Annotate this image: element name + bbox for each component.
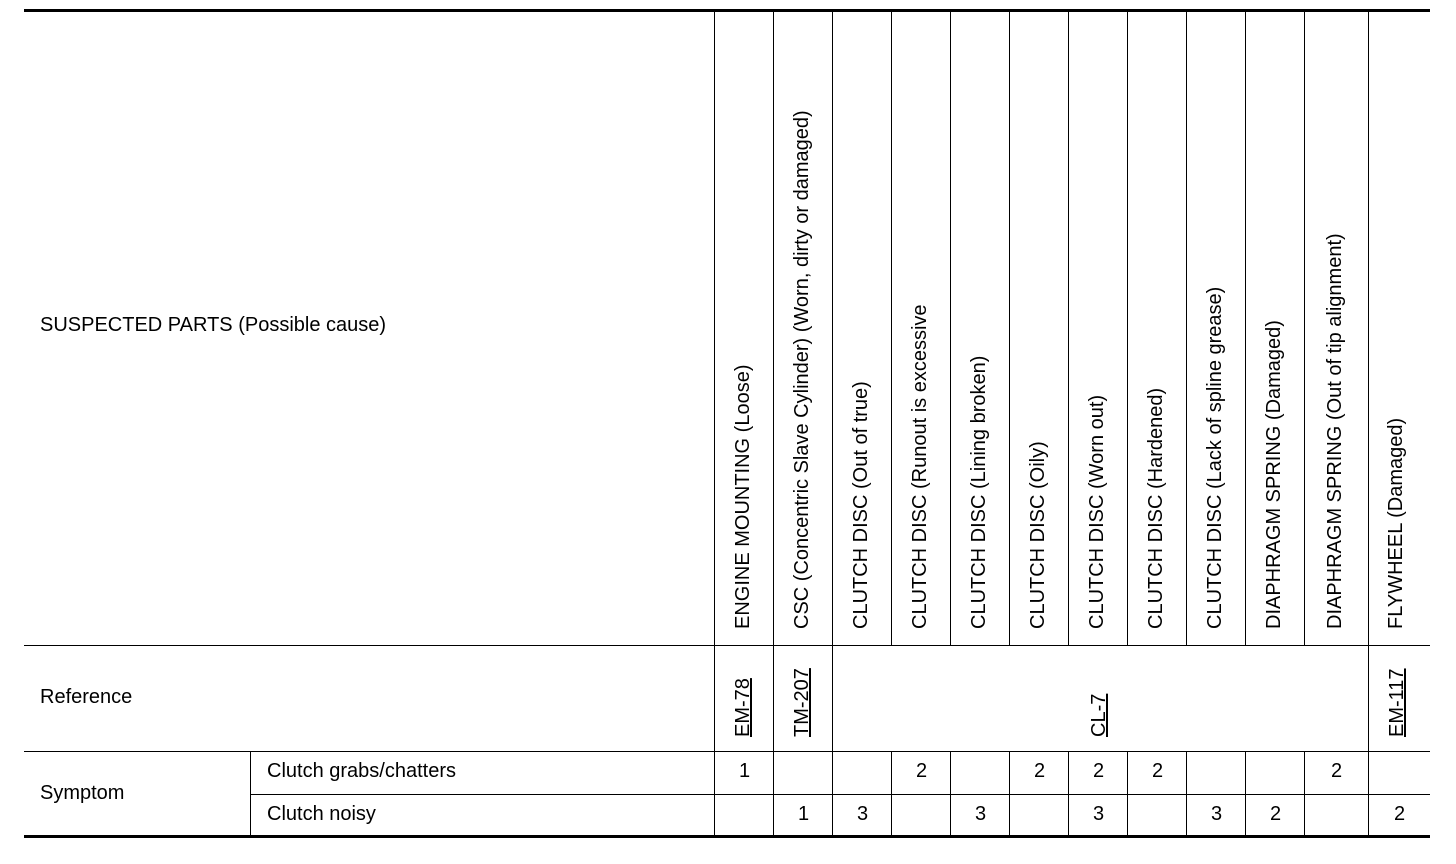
reference-link-em-117[interactable]: EM-117: [1386, 668, 1408, 737]
col-line-3: [891, 9, 892, 645]
col-line-0: [714, 9, 715, 837]
col-line-11: [1368, 9, 1369, 837]
header-bottom-rule: [24, 645, 1430, 646]
part-header: CLUTCH DISC (Lining broken): [968, 355, 990, 629]
symptom-name: Clutch noisy: [267, 803, 376, 825]
col-line-8: [1186, 9, 1187, 645]
suspected-parts-label: SUSPECTED PARTS (Possible cause): [40, 314, 387, 336]
col-line-5: [1009, 9, 1010, 645]
col-line-2: [832, 9, 833, 837]
part-header: DIAPHRAGM SPRING (Damaged): [1263, 320, 1285, 629]
priority-cell: 1: [797, 803, 810, 825]
priority-cell: 2: [1269, 803, 1282, 825]
top-rule: [24, 9, 1430, 12]
col-line-7: [1127, 9, 1128, 645]
priority-cell: 3: [974, 803, 987, 825]
col-line-4: [950, 9, 951, 645]
bottom-rule: [24, 835, 1430, 838]
priority-cell: 2: [915, 760, 928, 782]
part-header: CSC (Concentric Slave Cylinder) (Worn, dirty or damaged): [791, 110, 813, 629]
priority-cell: 3: [856, 803, 869, 825]
priority-cell: 2: [1393, 803, 1406, 825]
part-header: DIAPHRAGM SPRING (Out of tip alignment): [1324, 233, 1346, 629]
symptom-name: Clutch grabs/chatters: [267, 760, 456, 782]
priority-cell: 2: [1033, 760, 1046, 782]
col-line-10: [1304, 9, 1305, 645]
reference-bottom-rule: [24, 751, 1430, 752]
priority-cell: 1: [738, 760, 751, 782]
symptom-divider: [250, 751, 251, 837]
part-header: CLUTCH DISC (Runout is excessive: [909, 304, 931, 629]
reference-link-em-78[interactable]: EM-78: [732, 678, 754, 737]
priority-cell: 2: [1330, 760, 1343, 782]
col-line-9: [1245, 9, 1246, 645]
part-header: CLUTCH DISC (Out of true): [850, 381, 872, 629]
priority-cell: 3: [1092, 803, 1105, 825]
part-header: CLUTCH DISC (Worn out): [1086, 394, 1108, 629]
priority-cell: 3: [1210, 803, 1223, 825]
reference-link-cl-7[interactable]: CL-7: [1088, 693, 1110, 737]
reference-label: Reference: [40, 686, 133, 708]
col-line-1: [773, 9, 774, 837]
part-header: CLUTCH DISC (Oily): [1027, 441, 1049, 629]
symptom-label: Symptom: [40, 782, 125, 804]
col-line-6: [1068, 9, 1069, 645]
symptom-row-divider: [250, 794, 1430, 795]
priority-cell: 2: [1151, 760, 1164, 782]
reference-link-tm-207[interactable]: TM-207: [791, 668, 813, 737]
part-header: CLUTCH DISC (Lack of spline grease): [1204, 286, 1226, 629]
part-header: FLYWHEEL (Damaged): [1385, 417, 1407, 629]
priority-cell: 2: [1092, 760, 1105, 782]
part-header: ENGINE MOUNTING (Loose): [732, 364, 754, 629]
suspected-parts-table: [24, 9, 1430, 837]
part-header: CLUTCH DISC (Hardened): [1145, 387, 1167, 629]
